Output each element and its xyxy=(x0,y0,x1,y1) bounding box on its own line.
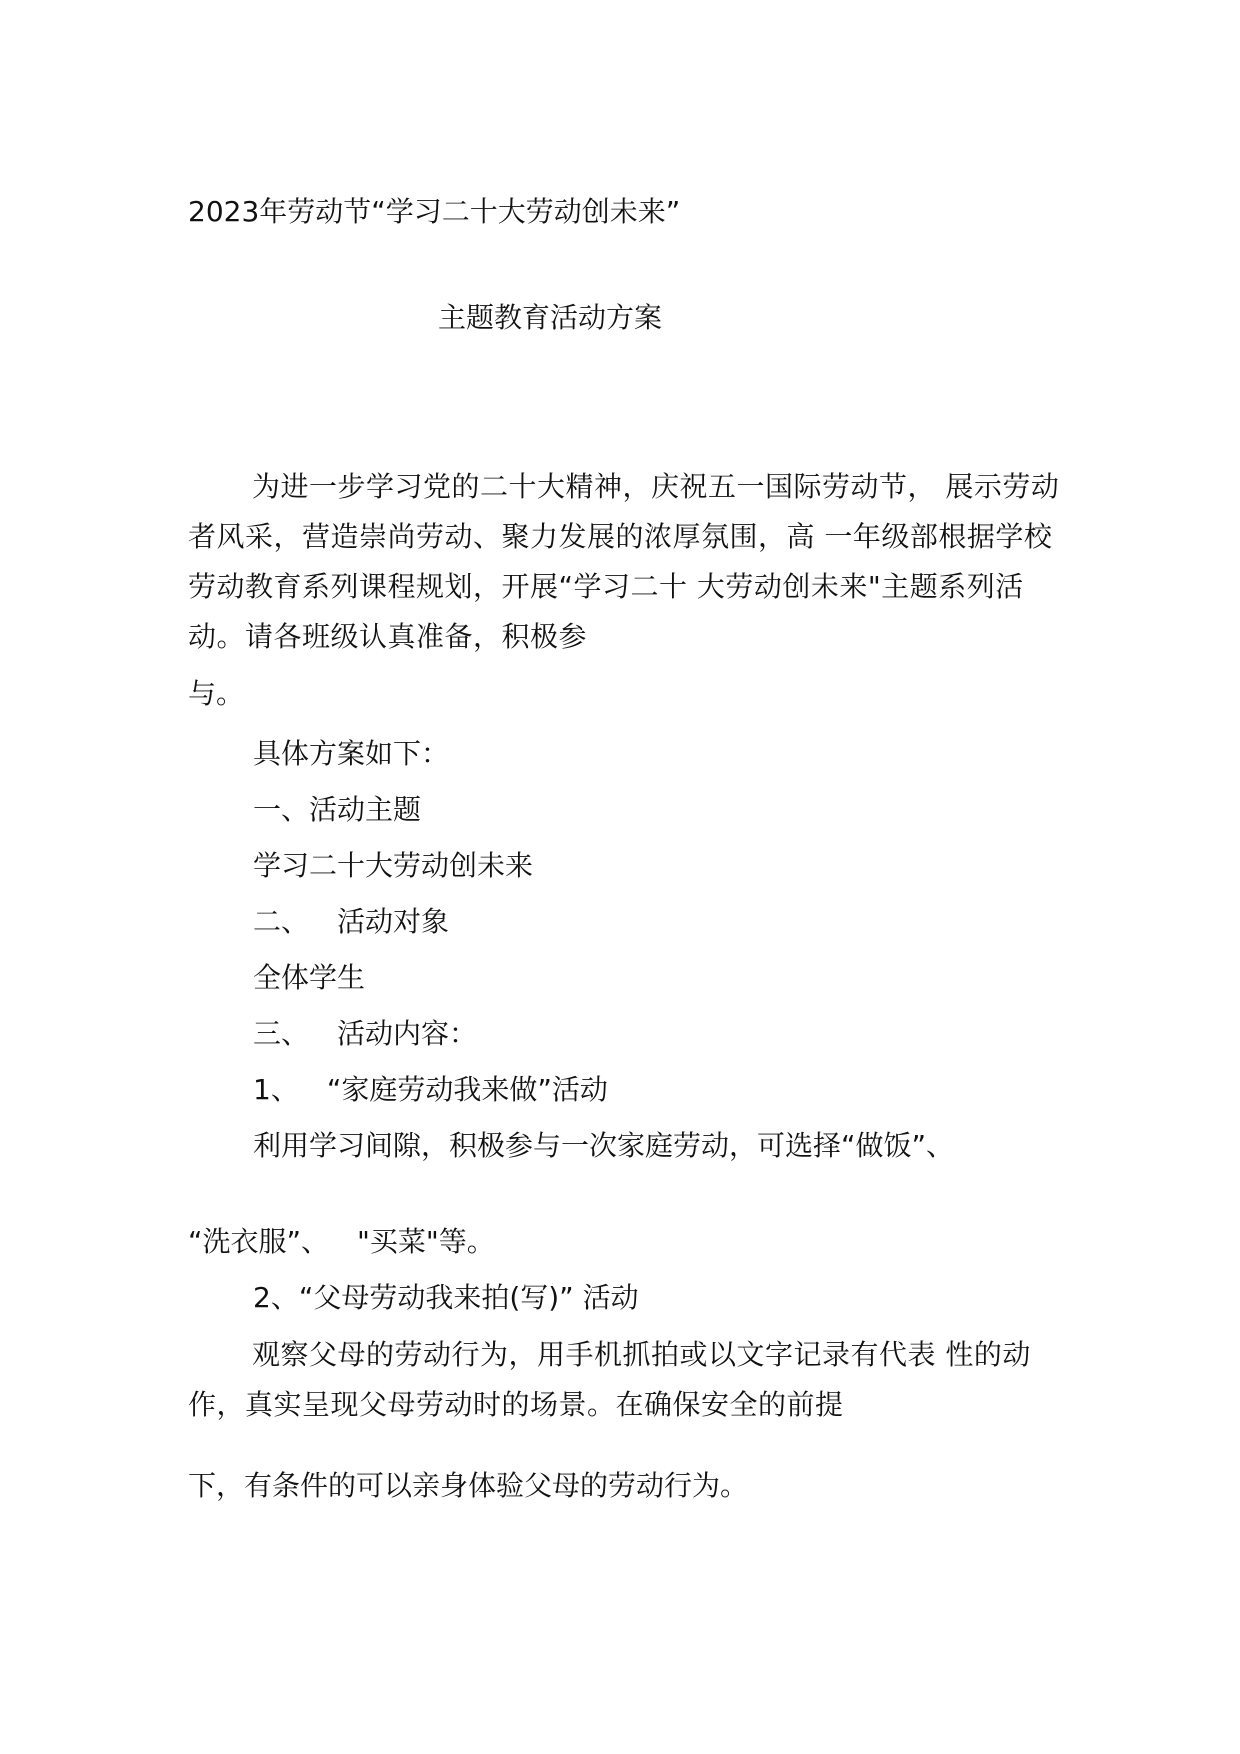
item-1-title: “家庭劳动我来做”活动 xyxy=(326,1073,608,1106)
item-1-body: 利用学习间隙，积极参与一次家庭劳动，可选择“做饭”、 xyxy=(253,1129,955,1162)
plan-intro: 具体方案如下： xyxy=(253,737,450,770)
item-2-tail: 下，有条件的可以亲身体验父母的劳动行为。 xyxy=(188,1469,749,1502)
section-2-heading xyxy=(253,904,449,940)
item-1-number: 1、 xyxy=(253,1073,299,1106)
section-1-body: 学习二十大劳动创未来 xyxy=(253,849,534,882)
section-2-title: 活动对象 xyxy=(337,905,450,938)
section-3-title: 活动内容： xyxy=(337,1017,478,1050)
section-1-heading: 一、活动主题 xyxy=(253,793,422,826)
item-1-options-b: "买菜"等。 xyxy=(357,1225,495,1258)
intro-paragraph: 为进一步学习党的二十大精神，庆祝五一国际劳动节， 展示劳动者风采，营造崇尚劳动、聚力发展的浓厚氛围，高 一年级部根据学校劳动教育系列课程规划，开展“学习二十 大劳动创未来"主题系列活动。请各班级认真准备，积极参 xyxy=(188,470,1060,653)
intro-paragraph-tail: 与。 xyxy=(188,677,245,710)
document-title-line-1: 2023年劳动节“学习二十大劳动创未来” xyxy=(188,195,681,228)
item-1-options xyxy=(188,1224,495,1260)
document-title-line-2: 主题教育活动方案 xyxy=(438,301,663,334)
item-2-body: 观察父母的劳动行为，用手机抓拍或以文字记录有代表 性的动作，真实呈现父母劳动时的场景。在确保安全的前提 xyxy=(188,1338,1031,1421)
section-3-heading xyxy=(253,1016,477,1052)
section-2-number: 二、 xyxy=(253,905,310,938)
section-3-number: 三、 xyxy=(253,1017,310,1050)
item-2-heading: 2、“父母劳动我来拍(写)” 活动 xyxy=(253,1281,639,1314)
section-2-body: 全体学生 xyxy=(253,961,366,994)
item-1-options-a: “洗衣服”、 xyxy=(188,1225,330,1258)
item-1-heading xyxy=(253,1072,608,1108)
